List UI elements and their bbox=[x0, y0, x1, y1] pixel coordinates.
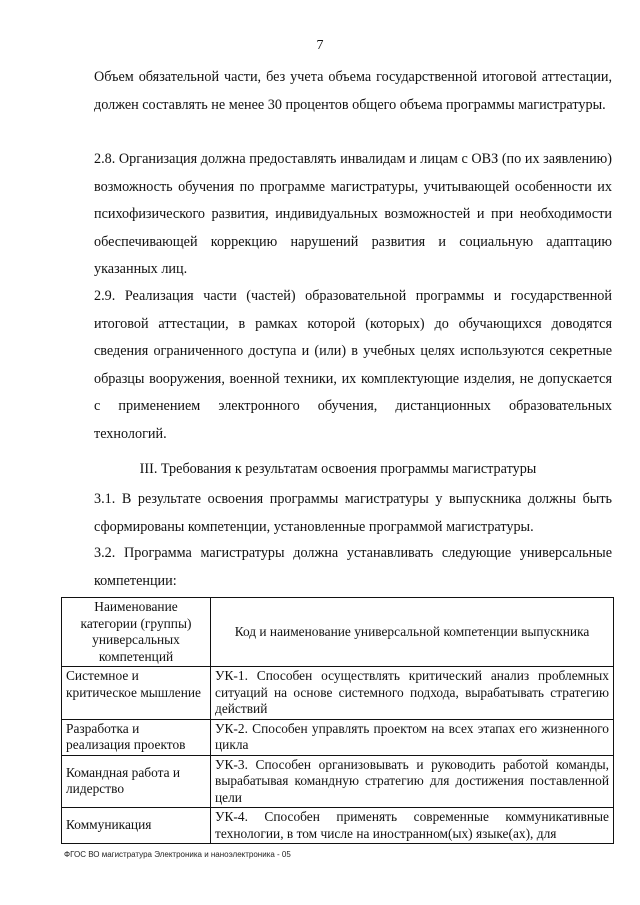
header-category: Наименование категории (группы) универсальных компетенций bbox=[62, 598, 211, 667]
paragraph-3-1 bbox=[64, 486, 612, 541]
table-header-row bbox=[62, 598, 614, 667]
page-number: 7 bbox=[316, 38, 324, 53]
table-row bbox=[62, 667, 614, 720]
row-category: Командная работа и лидерство bbox=[62, 755, 211, 808]
row-competence: УК-1. Способен осуществлять критический анализ проблемных ситуаций на основе системного подхода, вырабатывать стратегию действий bbox=[211, 667, 614, 720]
table-row bbox=[62, 808, 614, 844]
paragraph-mandatory-part bbox=[64, 64, 612, 119]
row-competence: УК-2. Способен управлять проектом на всех этапах его жизненного цикла bbox=[211, 719, 614, 755]
paragraph-text: 2.8. Организация должна предоставлять инвалидам и лицам с ОВЗ (по их заявлению) возможность обучения по программе магистратуры, учитывающей особенности их психофизического развития, индивидуальных возможностей и при необходимости обеспечивающей коррекцию нарушений развития и социальную адаптацию указанных лиц. bbox=[94, 151, 612, 277]
row-category: Коммуникация bbox=[62, 808, 211, 844]
row-competence: УК-4. Способен применять современные коммуникативные технологии, в том числе на иностранном(ых) языке(ах), для bbox=[211, 808, 614, 844]
section-heading: III. Требования к результатам освоения программы магистратуры bbox=[139, 461, 537, 477]
table-row bbox=[62, 719, 614, 755]
header-competence: Код и наименование универсальной компетенции выпускника bbox=[211, 598, 614, 667]
paragraph-text: Объем обязательной части, без учета объема государственной итоговой аттестации, должен составлять не менее 30 процентов общего объема программы магистратуры. bbox=[94, 69, 612, 113]
paragraph-text: 3.2. Программа магистратуры должна устанавливать следующие универсальные компетенции: bbox=[94, 545, 612, 589]
paragraph-2-9 bbox=[64, 283, 612, 448]
paragraph-text: 3.1. В результате освоения программы магистратуры у выпускника должны быть сформированы компетенции, установленные программой магистратуры. bbox=[94, 491, 612, 535]
row-category: Системное и критическое мышление bbox=[62, 667, 211, 720]
row-competence: УК-3. Способен организовывать и руководить работой команды, вырабатывая командную стратегию для достижения поставленной цели bbox=[211, 755, 614, 808]
row-category: Разработка и реализация проектов bbox=[62, 719, 211, 755]
paragraph-2-8 bbox=[64, 146, 612, 284]
paragraph-3-2 bbox=[64, 540, 612, 595]
footer-note: ФГОС ВО магистратура Электроника и наноэлектроника - 05 bbox=[64, 850, 291, 859]
table-row bbox=[62, 755, 614, 808]
competence-table bbox=[61, 597, 614, 844]
paragraph-text: 2.9. Реализация части (частей) образовательной программы и государственной итоговой аттестации, в рамках которой (которых) до обучающихся доводятся сведения ограниченного доступа и (или) в учебных целях используются секретные образцы вооружения, военной техники, их комплектующие изделия, не допускается с применением электронного обучения, дистанционных образовательных технологий. bbox=[94, 288, 612, 442]
